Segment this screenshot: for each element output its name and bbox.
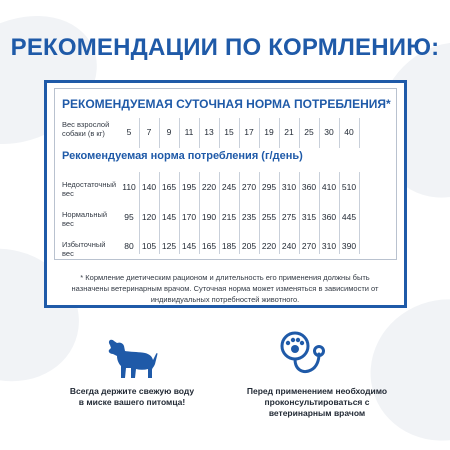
column-divider: [319, 118, 320, 148]
weight-cell: 9: [166, 127, 172, 137]
table-cell: 245: [221, 182, 237, 192]
page-title: РЕКОМЕНДАЦИИ ПО КОРМЛЕНИЮ:: [10, 34, 440, 61]
feeding-table-inner: [54, 88, 397, 260]
column-divider: [299, 118, 300, 148]
table-cell: 240: [281, 241, 297, 251]
table-cell: 145: [181, 241, 197, 251]
table-cell: 275: [281, 212, 297, 222]
table-cell: 145: [161, 212, 177, 222]
table-cell: 165: [201, 241, 217, 251]
table-cell: 270: [301, 241, 317, 251]
table-cell: 220: [261, 241, 277, 251]
dog-icon: [100, 337, 158, 381]
table-cell: 190: [201, 212, 217, 222]
table-cell: 105: [141, 241, 157, 251]
column-divider: [239, 172, 240, 254]
column-divider: [219, 118, 220, 148]
weight-cell: 25: [304, 127, 314, 137]
column-divider: [259, 118, 260, 148]
table-cell: 360: [321, 212, 337, 222]
column-divider: [199, 118, 200, 148]
column-divider: [159, 118, 160, 148]
table-cell: 510: [341, 182, 357, 192]
row-label: Недостаточный вес: [62, 180, 117, 198]
table-cell: 255: [261, 212, 277, 222]
table-cell: 80: [124, 241, 134, 251]
column-divider: [299, 172, 300, 254]
column-divider: [139, 118, 140, 148]
table-cell: 140: [141, 182, 157, 192]
weight-cell: 15: [224, 127, 234, 137]
footnote: * Кормление диетическим рационом и длительность его применения должны быть назначены ветеринарным врачом. Суточная норма может изменяться в зависимости от индивидуальных потребностей животного.: [71, 273, 379, 304]
table-cell: 310: [321, 241, 337, 251]
column-divider: [359, 118, 360, 148]
weight-cell: 21: [284, 127, 294, 137]
table-cell: 270: [241, 182, 257, 192]
weight-cell: 5: [126, 127, 132, 137]
table-cell: 310: [281, 182, 297, 192]
weight-label: Вес взрослой собаки (в кг): [62, 120, 110, 138]
tip-water-text: Всегда держите свежую воду в миске вашего питомца!: [69, 386, 195, 407]
column-divider: [239, 118, 240, 148]
table-cell: 220: [201, 182, 217, 192]
table-cell: 170: [181, 212, 197, 222]
weight-cell: 17: [244, 127, 254, 137]
table-cell: 390: [341, 241, 357, 251]
weight-cell: 7: [146, 127, 152, 137]
section-title: Рекомендуемая норма потребления (г/день): [62, 150, 303, 162]
column-divider: [259, 172, 260, 254]
table-cell: 235: [241, 212, 257, 222]
weight-cell: 13: [204, 127, 214, 137]
weight-cell: 30: [324, 127, 334, 137]
column-divider: [359, 172, 360, 254]
table-cell: 95: [124, 212, 134, 222]
table-cell: 205: [241, 241, 257, 251]
column-divider: [179, 118, 180, 148]
table-cell: 360: [301, 182, 317, 192]
column-divider: [219, 172, 220, 254]
tip-vet-text: Перед применением необходимо проконсультироваться с ветеринарным врачом: [246, 386, 388, 418]
column-divider: [319, 172, 320, 254]
column-divider: [279, 172, 280, 254]
table-cell: 195: [181, 182, 197, 192]
column-divider: [279, 118, 280, 148]
column-divider: [159, 172, 160, 254]
weight-cell: 19: [264, 127, 274, 137]
table-cell: 410: [321, 182, 337, 192]
table-cell: 185: [221, 241, 237, 251]
column-divider: [179, 172, 180, 254]
column-divider: [339, 172, 340, 254]
row-label: Нормальный вес: [62, 210, 108, 228]
table-cell: 125: [161, 241, 177, 251]
column-divider: [199, 172, 200, 254]
table-cell: 110: [122, 182, 136, 192]
stethoscope-paw-icon: [275, 330, 331, 380]
row-label: Избыточный вес: [62, 240, 106, 258]
table-cell: 165: [161, 182, 177, 192]
column-divider: [139, 172, 140, 254]
table-cell: 120: [141, 212, 157, 222]
table-cell: 445: [341, 212, 357, 222]
table-cell: 295: [261, 182, 277, 192]
weight-cell: 40: [344, 127, 354, 137]
weight-cell: 11: [184, 127, 194, 137]
daily-norm-title: РЕКОМЕНДУЕМАЯ СУТОЧНАЯ НОРМА ПОТРЕБЛЕНИЯ*: [62, 97, 391, 111]
table-cell: 315: [301, 212, 317, 222]
column-divider: [339, 118, 340, 148]
table-cell: 215: [221, 212, 237, 222]
